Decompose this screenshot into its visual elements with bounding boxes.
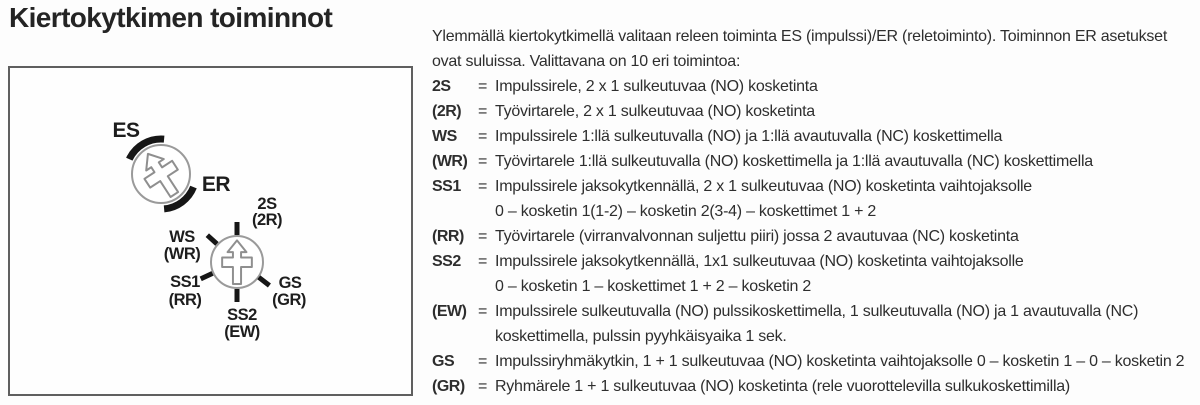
function-row (432, 374, 1200, 399)
intro-text-line: Ylemmällä kiertokytkimellä valitaan releen toiminta ES (impulssi)/ER (reletoiminto). Toiminnon ER asetukset (432, 28, 1168, 45)
function-row (432, 149, 1200, 174)
function-description: Impulssirele 1:llä sulkeutuvalla (NO) ja 1:llä avautuvalla (NC) koskettimella (495, 128, 1003, 145)
function-code: (EW) (432, 303, 467, 320)
equals-sign: = (478, 128, 488, 145)
function-description: Impulssirele jaksokytkennällä, 1x1 sulkeutuvaa (NO) kosketinta vaihtojaksolle 0 – kosketin 1 – koskettimet 1 + 2 – kosketin 2 (495, 253, 1024, 295)
label-ss2: SS2 (227, 306, 257, 324)
function-description: Työvirtarele, 2 x 1 sulkeutuvaa (NO) kosketinta (495, 103, 815, 120)
function-row (432, 249, 1200, 299)
function-row (432, 124, 1200, 149)
function-description: Impulssirele, 2 x 1 sulkeutuvaa (NO) kosketinta (495, 78, 818, 95)
function-code: (WR) (432, 153, 468, 170)
function-description: Impulssirele sulkeutuvalla (NO) pulssikoskettimella, 1 sulkeutuvalla (NO) ja 1 avautuvalla (NC) koskettimella, pulssin pyyhkäisyaika 1 sek. (495, 303, 1139, 345)
label-gs: GS (278, 274, 302, 292)
label-wr: (WR) (163, 245, 201, 263)
function-description: Työvirtarele 1:llä sulkeutuvalla (NO) koskettimella ja 1:llä avautuvalla (NC) koskettimella (495, 153, 1093, 170)
function-description: Työvirtarele (virranvalvonnan suljettu piiri) jossa 2 avautuvaa (NC) kosketinta (495, 228, 1019, 245)
function-row (432, 349, 1200, 374)
equals-sign: = (478, 103, 488, 120)
tick-ws (207, 235, 217, 244)
upper-rotary-switch (112, 119, 230, 209)
label-ws: WS (169, 228, 195, 246)
label-rr: (RR) (168, 291, 202, 309)
rotary-switch-diagram (8, 66, 413, 396)
function-code: SS2 (432, 253, 461, 270)
function-code: WS (432, 128, 457, 145)
equals-sign: = (478, 253, 488, 270)
label-es: ES (112, 119, 140, 142)
function-descriptions (432, 24, 1200, 399)
function-row (432, 174, 1200, 224)
label-er: ER (201, 173, 231, 196)
equals-sign: = (478, 78, 488, 95)
function-code: 2S (432, 78, 451, 95)
label-ss1: SS1 (170, 273, 200, 291)
label-ew: (EW) (224, 323, 260, 341)
function-row (432, 99, 1200, 124)
function-code: SS1 (432, 178, 461, 195)
function-code: (GR) (432, 378, 465, 395)
equals-sign: = (478, 303, 488, 320)
equals-sign: = (478, 178, 488, 195)
equals-sign: = (478, 378, 488, 395)
tick-ss1 (201, 273, 213, 279)
equals-sign: = (478, 228, 488, 245)
equals-sign: = (478, 353, 488, 370)
tick-gs (259, 277, 270, 285)
page-title: Kiertokytkimen toiminnot (9, 2, 333, 33)
lower-rotary-switch (164, 195, 306, 341)
function-code: GS (432, 353, 455, 370)
function-row (432, 74, 1200, 99)
function-description: Impulssirele jaksokytkennällä, 2 x 1 sulkeutuvaa (NO) kosketinta vaihtojaksolle 0 – kosketin 1(1-2) – kosketin 2(3-4) – koskettimet 1 + 2 (495, 178, 1032, 220)
intro-text-line: ovat suluissa. Valittavana on 10 eri toimintoa: (432, 53, 741, 70)
label-2s: 2S (257, 195, 277, 213)
function-row (432, 299, 1200, 349)
function-row (432, 224, 1200, 249)
function-description: Impulssiryhmäkytkin, 1 + 1 sulkeutuvaa (NO) kosketinta vaihtojaksolle 0 – kosketin 1 – 0 – kosketin 2 (495, 353, 1185, 370)
label-gr: (GR) (272, 291, 306, 309)
equals-sign: = (478, 153, 488, 170)
function-description: Ryhmärele 1 + 1 sulkeutuvaa (NO) kosketinta (rele vuorottelevilla sulkukoskettimilla) (495, 378, 1070, 395)
function-code: (2R) (432, 103, 462, 120)
function-code: (RR) (432, 228, 464, 245)
label-2r: (2R) (251, 211, 283, 229)
